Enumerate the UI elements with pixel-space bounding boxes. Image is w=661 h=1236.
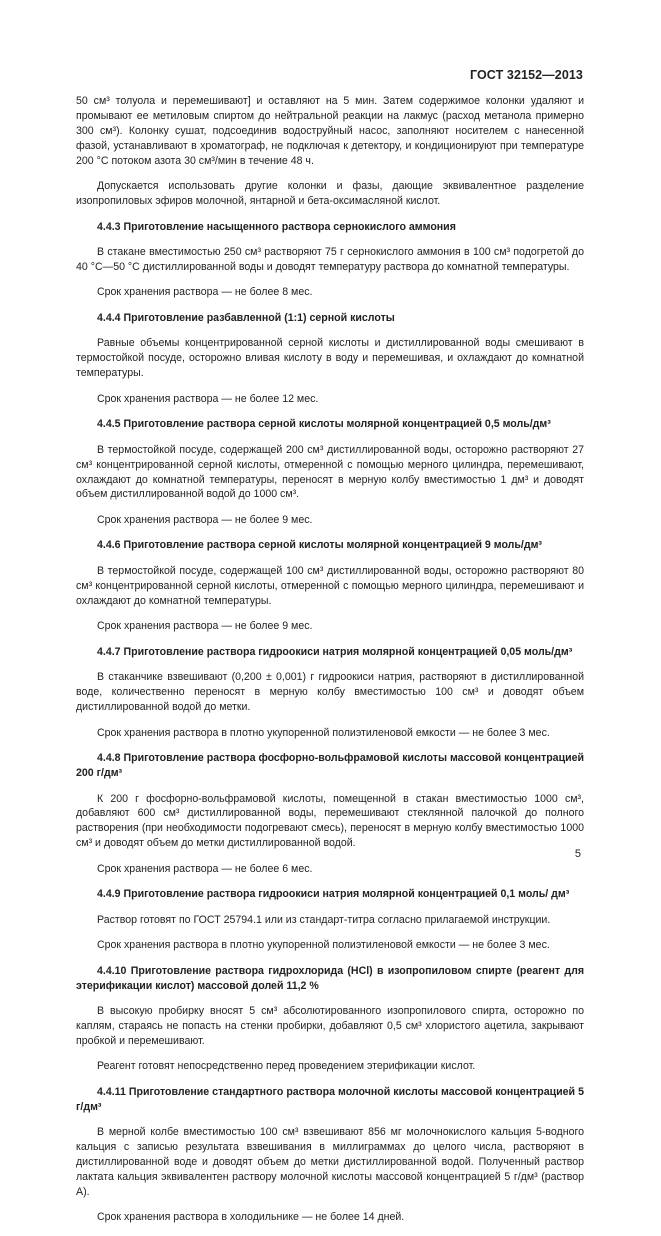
paragraph: Раствор готовят по ГОСТ 25794.1 или из стандарт-титра согласно прилагаемой инструкции. <box>97 913 551 926</box>
paragraph: 50 см³ толуола и перемешивают] и оставляют на 5 мин. Затем содержимое колонки удаляют и промывают ее метиловым спиртом до нейтральной реакции на лакмус (расход метанола примерно 300 см³). Колонку сушат, подсоединив водоструйный насос, заполняют носителем с нанесенной фазой, устанавливают в хроматограф, не подключая к детектору, и кондиционируют при температуре 200 °С потоком азота 30 см³/мин в течение 48 ч. <box>76 95 584 167</box>
page-number: 5 <box>574 848 581 860</box>
paragraph: В термостойкой посуде, содержащей 100 см³ дистиллированной воды, осторожно растворяют 80 см³ концентрированной серной кислоты, отмеренной с помощью мерного цилиндра, перемешивают и охлаждают до комнатной температуры. <box>76 564 584 607</box>
paragraph: Срок хранения раствора в плотно укупоренной полиэтиленовой емкости — не более 3 мес. <box>97 939 550 952</box>
paragraph: К 200 г фосфорно-вольфрамовой кислоты, помещенной в стакан вместимостью 1000 см³, добавляют 600 см³ дистиллированной воды, перемешивают стеклянной палочкой до полного растворения (при необходимости подогревают смесь), переносят в мерную колбу вместимостью 1000 см³ и доводят объем до метки дистиллированной водой. <box>76 792 584 850</box>
document-code: ГОСТ 32152—2013 <box>469 68 583 82</box>
paragraph: В стаканчике взвешивают (0,200 ± 0,001) г гидроокиси натрия, растворяют в дистиллированной воде, количественно переносят в мерную колбу вместимостью 100 см³ и доводят объем дистиллированной водой до метки. <box>76 671 584 714</box>
paragraph: Срок хранения раствора — не более 9 мес. <box>97 513 313 526</box>
paragraph: Допускается использовать другие колонки и фазы, дающие эквивалентное разделение изопропиловых эфиров молочной, янтарной и бета-оксимасляной кислот. <box>76 180 584 208</box>
paragraph: Срок хранения раствора в плотно укупоренной полиэтиленовой емкости — не более 3 мес. <box>97 726 550 739</box>
section-heading: 4.4.6 Приготовление раствора серной кислоты молярной концентрацией 9 моль/дм³ <box>97 539 542 552</box>
paragraph: Реагент готовят непосредственно перед проведением этерификации кислот. <box>97 1060 476 1073</box>
section-heading: 4.4.5 Приготовление раствора серной кислоты молярной концентрацией 0,5 моль/дм³ <box>97 418 551 431</box>
section-heading: 4.4.7 Приготовление раствора гидроокиси натрия молярной концентрацией 0,05 моль/дм³ <box>97 645 573 658</box>
paragraph: В высокую пробирку вносят 5 см³ абсолютированного изопропилового спирта, осторожно по каплям, стараясь не попасть на стенки пробирки, добавляют 0,5 см³ хлористого ацетила, закрывают пробкой и перемешивают. <box>76 1005 584 1047</box>
paragraph: Срок хранения раствора — не более 9 мес. <box>97 620 313 633</box>
section-heading: 4.4.8 Приготовление раствора фосфорно-вольфрамовой кислоты массовой концентрацией 200 г/дм³ <box>76 752 584 779</box>
paragraph: В термостойкой посуде, содержащей 200 см³ дистиллированной воды, осторожно растворяют 27 см³ концентрированной серной кислоты, отмеренной с помощью мерного цилиндра, перемешивают, охлаждают до комнатной температуры, переносят в мерную колбу вместимостью 1 дм³ и доводят объем дистиллированной водой до 1000 см³. <box>76 443 584 501</box>
paragraph: Срок хранения раствора — не более 8 мес. <box>97 286 313 299</box>
section-heading: 4.4.10 Приготовление раствора гидрохлорида (HCl) в изопропиловом спирте (реагент для этерификации кислот) массовой долей 11,2 % <box>76 964 584 992</box>
paragraph: В мерной колбе вместимостью 100 см³ взвешивают 856 мг молочнокислого кальция 5-водного кальция с записью результата взвешивания в миллиграммах до целого числа, растворяют в дистиллированной воде и доводят объем до метки дистиллированной водой. Полученный раствор лактата кальция эквивалентен раствору молочной кислоты массовой концентрацией 5 г/дм³ (раствор А). <box>76 1126 584 1198</box>
section-heading: 4.4.3 Приготовление насыщенного раствора сернокислого аммония <box>97 220 456 233</box>
paragraph: Срок хранения раствора — не более 6 мес. <box>97 862 313 875</box>
paragraph: Срок хранения раствора в холодильнике — не более 14 дней. <box>97 1211 405 1224</box>
section-heading: 4.4.4 Приготовление разбавленной (1:1) серной кислоты <box>97 311 395 324</box>
document-body <box>76 94 584 1236</box>
paragraph: Срок хранения раствора — не более 12 мес. <box>97 392 319 405</box>
paragraph: Равные объемы концентрированной серной кислоты и дистиллированной воды смешивают в термостойкой посуде, осторожно вливая кислоту в воду и перемешивая, и охлаждают до комнатной температуры. <box>76 337 584 380</box>
paragraph: В стакане вместимостью 250 см³ растворяют 75 г сернокислого аммония в 100 см³ подогретой до 40 °С—50 °С дистиллированной воды и доводят температуру раствора до комнатной температуры. <box>76 246 584 273</box>
section-heading: 4.4.11 Приготовление стандартного раствора молочной кислоты массовой концентрацией 5 г/дм³ <box>76 1085 584 1113</box>
section-heading: 4.4.9 Приготовление раствора гидроокиси натрия молярной концентрацией 0,1 моль/ дм³ <box>97 888 570 901</box>
